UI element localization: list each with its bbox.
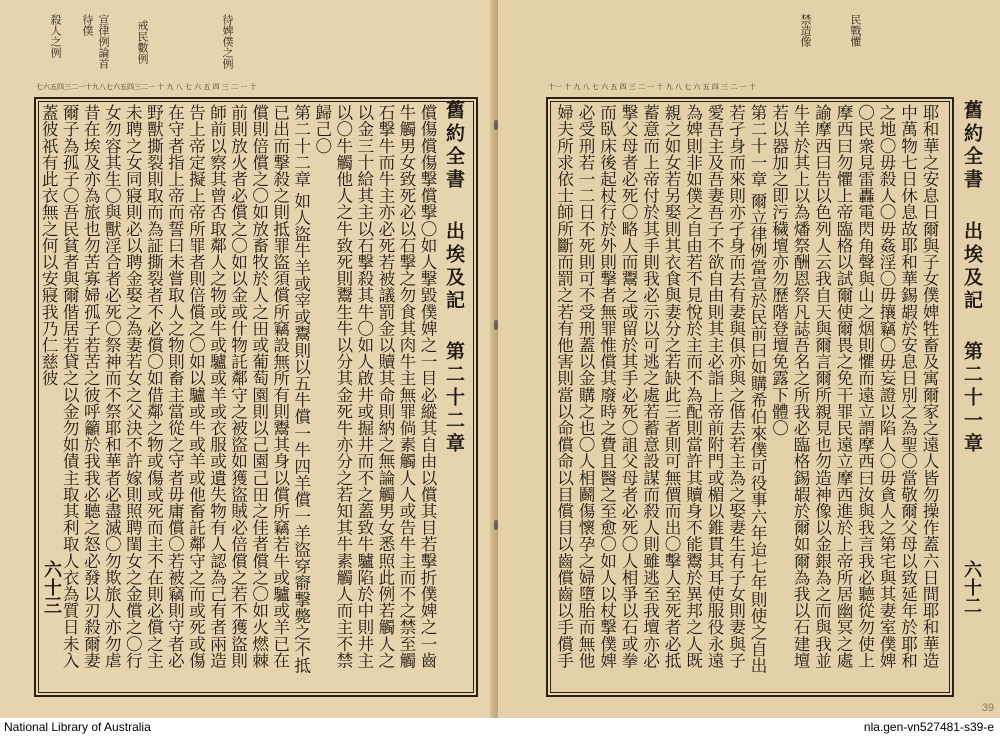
left-header-note: 殺人之例 bbox=[49, 14, 62, 58]
text-column: 石撃牛而牛主亦必死若被議罰金以贖其命則納之無論觸男女悉照此例若觸人之 bbox=[375, 104, 395, 669]
text-column: 耶和華之安息日爾與子女僕婢牲畜及寓爾家之遠人皆勿操作蓋六日間耶和華造 bbox=[920, 104, 939, 669]
left-page bbox=[0, 0, 497, 718]
text-column: 為婢則非如僕之自由若不見悅於主而不為配則當許其贖身不能鬻於異邦之人既 bbox=[683, 104, 703, 669]
book-title: 舊約全書 bbox=[443, 100, 465, 192]
text-column: 之地〇毋殺人〇毋姦淫〇毋攘竊〇毋妄證以陷人〇毋貪人之第宅與其妻室僕婢 bbox=[877, 104, 896, 669]
text-column: 〇民衆見雷轟電閃角聲與山之烟則懼而遠立謂摩西曰汝與我言我必聽從勿使上 bbox=[855, 104, 875, 669]
left-verse-numbers: 七六五四三二一十九八七六五四三二一 十 九 八 七 六 五 四 三 二 一 十 bbox=[36, 83, 257, 91]
text-column: 以金三十給其主以石撃殺其牛〇如人啟井或掘井而不之蓋致牛驢陷於中則井主 bbox=[354, 104, 374, 669]
left-header-note: 待僕 bbox=[81, 14, 94, 36]
right-body-text bbox=[550, 104, 940, 682]
text-column: 諭摩西曰告以色列人云我自天與爾言爾所親見也勿造神像以金銀為之而與我並 bbox=[812, 104, 832, 669]
left-header-note: 待婢僕之例 bbox=[221, 14, 234, 69]
text-column: 女勿容其生〇與獸淫合者必死〇祭神而不祭耶和華者必盡滅〇勿欺旅人亦勿虐 bbox=[102, 104, 122, 669]
text-column: 昔在埃及亦為旅也勿苦寡婦孤子若苦之彼呼籲於我我必聽之怒必發以刃殺爾妻 bbox=[81, 104, 101, 669]
footer-identifier: nla.gen-vn527481-s39-e bbox=[863, 720, 994, 734]
text-column: 未聘之女同寢則必以聘金娶之為妻若女之父決不許嫁則照聘閨女之金償之〇行 bbox=[123, 104, 143, 669]
text-column: 中萬物七日休息故耶和華錫嘏於安息日別之為聖〇當敬爾父母以致延年於耶和 bbox=[898, 104, 918, 669]
book-title: 舊約全書 bbox=[961, 100, 983, 192]
page-number: 六十二 bbox=[961, 560, 982, 614]
text-column: 師前以察其曾否取鄰人之物或牛或驢或羊或衣服或遺失物有人認為己有者兩造 bbox=[207, 104, 227, 669]
text-column: 牛觸男女致死必以石撃之勿食其肉牛主無罪倘素觸人人或告牛主而不之禁至觸 bbox=[396, 104, 416, 669]
text-column: 償傷償傷撃償撃〇如人撃毀僕婢之一目必縱其自由以償其目若擊折僕婢之一齒 bbox=[418, 104, 437, 669]
footer-bar bbox=[0, 718, 1000, 737]
text-column: 第二十二章 如人盜牛羊或宰或鬻則以五牛償一牛四羊償一羊盜穿窬撃斃之不抵 bbox=[291, 104, 311, 674]
right-header-note: 民戰懼 bbox=[849, 14, 862, 47]
text-column: 償則倍償之〇如放畜牧於人之田或葡萄園則以己園己田之佳者償之〇如火燃棘 bbox=[249, 104, 269, 669]
text-column: 蓄意而上帝付於其手則我必示以可逃之處若蓄意設謀而殺人則雖逃至我壇亦必 bbox=[640, 104, 660, 669]
left-header-note: 宣律例論首 bbox=[97, 14, 110, 69]
chapter-label: 第二十一章 bbox=[961, 341, 983, 457]
text-column: 親之如女若另娶則其衣食與妻分之若缺此三者則可無價而出〇擊人至死者必抵 bbox=[662, 104, 681, 669]
book-name: 出埃及記 bbox=[443, 220, 465, 313]
left-running-head bbox=[440, 100, 468, 660]
text-column: 撃父母者必死〇略人而鬻之或留於其手必死〇詛父母者必死〇人相爭以石或拳 bbox=[619, 104, 638, 669]
text-column: 已出而撃殺之則抵罪盜須償所竊設無所有則鬻其身以償所竊若牛或驢或羊已在 bbox=[270, 104, 290, 669]
left-body-text bbox=[38, 104, 438, 682]
page-number: 六十三 bbox=[41, 560, 62, 614]
text-column: 前則放火者必償之〇如以金或什物託鄰守之被盜如獲盜賊必倍償之若不獲盜則 bbox=[228, 104, 248, 669]
right-header-note: 禁造像 bbox=[799, 14, 812, 47]
text-column: 以〇牛觸他人之牛致死則鬻生牛以分其金死牛亦分之若知其牛素觸人而主不禁 bbox=[333, 104, 353, 669]
text-column: 婦夫所求依士師所斷而罰之若有他害則當以命償命以目償目以齒償齒以手償手 bbox=[554, 104, 574, 669]
text-column: 第二十一章 爾立律例當宣於民前曰如購希伯來僕可役事六年迨七年則使之自出 bbox=[748, 104, 767, 674]
text-column: 愛吾主及吾妻吾子不欲自由則其主必詣上帝前附門或楣以錐貫其耳使服役永遠 bbox=[705, 104, 724, 669]
text-column: 牛羊於其上以為燔祭酬恩祭凡誌吾名之所我必臨格錫嘏於爾如爾為我以石建壇 bbox=[791, 104, 810, 669]
text-column: 告上帝定擬上帝所罪者則倍償之〇如以驢或牛或羊或他畜託鄰守之而或死或傷 bbox=[186, 104, 206, 669]
page-corner-mark: 39 bbox=[981, 702, 994, 714]
text-column: 蓋彼祇有此衣無之何以安寢我乃仁慈彼 bbox=[39, 104, 59, 387]
text-column: 在守者指上帝而誓曰未嘗取人之物則畜主當從之守者毋庸償〇若被竊則守者必 bbox=[165, 104, 185, 669]
text-column: 歸己〇 bbox=[312, 104, 332, 154]
right-page bbox=[498, 0, 1000, 718]
footer-library-name: National Library of Australia bbox=[4, 720, 151, 734]
text-column: 必受刑若一二日不死則可不受刑蓋以金購之也〇人相鬬傷懷孕之婦墮胎而無他 bbox=[576, 104, 595, 669]
text-column: 爾子為孤子〇吾民貧者與爾偕居若貸之以金勿如債主取其利取人衣為質日未入 bbox=[60, 104, 80, 669]
book-name: 出埃及記 bbox=[961, 220, 983, 313]
text-column: 若孑身而來則亦孑身而去有妻與俱亦與之偕去若主為之娶妻生有子女則妻與子 bbox=[726, 104, 746, 669]
text-column: 而臥床後起杖行於外則撃者無罪惟償其廢時之費且醫之至愈〇如人以杖撃僕婢 bbox=[597, 104, 617, 669]
right-verse-numbers: 十一 十 九 八 七 六 五 四 三 二 一 十 九 八 七 六 五 四 三 二 一 十 bbox=[548, 83, 756, 91]
chapter-label: 第二十二章 bbox=[443, 341, 465, 457]
text-column: 野獸撕裂則取而為証撕裂者不必償〇如借鄰之物或傷或死而主不在則必償之主 bbox=[144, 104, 164, 669]
left-header-note: 戒民數例 bbox=[136, 20, 149, 64]
text-column: 摩西曰勿懼上帝臨格以試爾使爾畏之免干罪民遠立摩西進於上帝所居幽冥之處 bbox=[834, 104, 853, 669]
text-column: 若以器加之即污穢壇亦勿歷階登壇免露下體〇 bbox=[769, 104, 789, 436]
